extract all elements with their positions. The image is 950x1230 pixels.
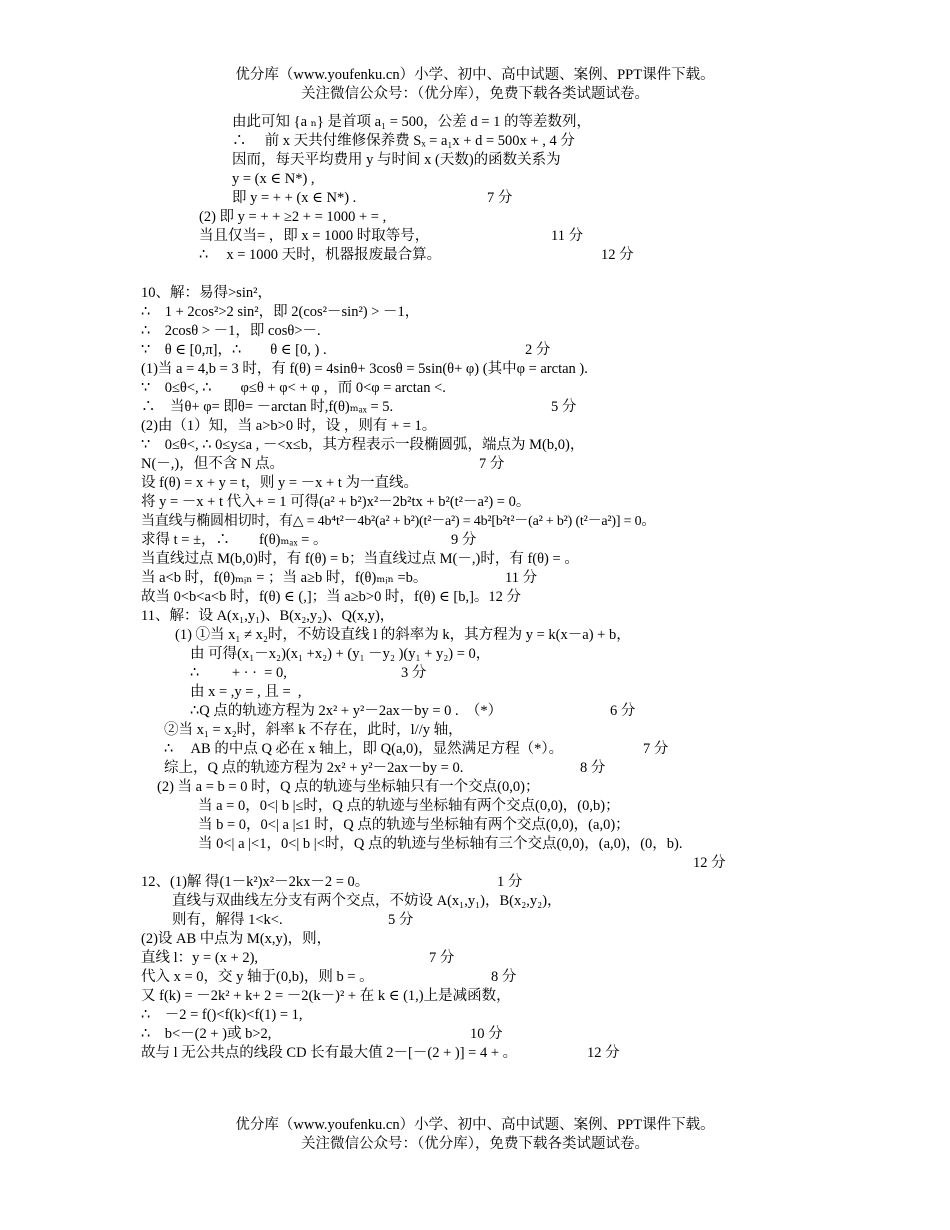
text-line: y = (x ∈ N*) , [232, 171, 315, 187]
text-line: 当 a<b 时，f(θ)ₘᵢₙ = ；当 a≥b 时，f(θ)ₘᵢₙ =b。 [141, 570, 428, 586]
score-label: 7 分 [487, 190, 513, 206]
text-line: ∵ θ ∈ [0,π]，∴ θ ∈ [0, ) . [141, 342, 327, 358]
text-line: 当 b = 0，0<| a |≤1 时，Q 点的轨迹与坐标轴有两个交点(0,0)，(a,0)； [198, 817, 630, 833]
text-line: 因而，每天平均费用 y 与时间 x (天数)的函数关系为 [232, 152, 561, 168]
score-label: 7 分 [429, 950, 455, 966]
text-line: ∴ 1 + 2cos²>2 sin²，即 2(cos²－sin²) > －1， [141, 304, 420, 320]
text-line: ∴ 前 x 天共付维修保养费 Sₓ = a₁x + d = 500x + , 4 分 [232, 133, 575, 149]
text-line: 故与 l 无公共点的线段 CD 长有最大值 2－[－(2 + )] = 4 + 。 [141, 1045, 518, 1061]
text-line: 故当 0<b<a<b 时，f(θ) ∈ (,]；当 a≥b>0 时，f(θ) ∈ [b,]。12 分 [141, 589, 522, 605]
text-line: (2) 即 y = + + ≥2 + = 1000 + = , [199, 209, 387, 225]
footer-line-1: 优分库（www.youfenku.cn）小学、初中、高中试题、案例、PPT课件下载。 [235, 1117, 715, 1133]
text-line: N(－,)，但不含 N 点。 [141, 456, 284, 472]
score-label: 8 分 [580, 760, 606, 776]
text-line: 当且仅当= ，即 x = 1000 时取等号， [199, 228, 430, 244]
text-line: 则有，解得 1<k<. [172, 912, 283, 928]
text-line: ∴ －2 = f()<f(k)<f(1) = 1, [141, 1007, 303, 1023]
score-label: 12 分 [587, 1045, 620, 1061]
text-line: ∴ 2cosθ > －1，即 cosθ>－. [141, 323, 321, 339]
text-line: ∴ + · · = 0, [190, 665, 287, 681]
text-line: 直线 l：y = (x + 2), [141, 950, 259, 966]
problem-10-heading: 10、解：易得>sin²， [141, 285, 272, 301]
text-line: 设 f(θ) = x + y = t，则 y = －x + t 为一直线。 [141, 475, 419, 491]
score-label: 5 分 [388, 912, 414, 928]
page-footer [0, 1116, 950, 1154]
text-line: 综上，Q 点的轨迹方程为 2x² + y²－2ax－by = 0. [164, 760, 464, 776]
score-label: 1 分 [497, 874, 523, 890]
score-label: 7 分 [643, 741, 669, 757]
text-line: 代入 x = 0，交 y 轴于(0,b)，则 b = 。 [141, 969, 374, 985]
text-line: ∴ x = 1000 天时，机器报废最合算。 [199, 247, 442, 263]
text-line: (1) ①当 x₁ ≠ x₂时，不妨设直线 l 的斜率为 k，其方程为 y = k(x－a) + b， [175, 627, 631, 643]
score-label: 8 分 [491, 969, 517, 985]
page-header [0, 66, 950, 104]
text-line: 当 0<| a |<1，0<| b |<时，Q 点的轨迹与坐标轴有三个交点(0,0)，(a,0)，(0，b). [198, 836, 683, 852]
text-line: 又 f(k) = －2k² + k+ 2 = －2(k－)² + 在 k ∈ (1,)上是减函数， [141, 988, 511, 1004]
score-label: 11 分 [505, 570, 538, 586]
text-line: 将 y = －x + t 代入+ = 1 可得(a² + b²)x²－2b²tx + b²(t²－a²) = 0。 [141, 494, 531, 510]
text-line: ②当 x₁ = x₂时，斜率 k 不存在，此时，l//y 轴， [164, 722, 463, 738]
text-line: 由 可得(x₁－x₂)(x₁ +x₂) + (y₁ －y₂ )(y₁ + y₂) = 0， [190, 646, 491, 662]
footer-line-2: 关注微信公众号：（优分库），免费下载各类试题试卷。 [301, 1136, 649, 1152]
text-line: ∵ 0≤θ<, ∴ φ≤θ + φ< + φ ，而 0<φ = arctan <. [141, 380, 446, 396]
score-label: 2 分 [525, 342, 551, 358]
score-label: 5 分 [551, 399, 577, 415]
text-line: (2)设 AB 中点为 M(x,y)，则， [141, 931, 332, 947]
text-line: ∴ 当θ+ φ= 即θ= －arctan 时,f(θ)ₘₐₓ = 5. [141, 399, 394, 415]
text-line: 当直线过点 M(b,0)时，有 f(θ) = b；当直线过点 M(－,)时，有 f(θ) = 。 [141, 551, 579, 567]
text-line: 当 a = 0，0<| b |≤时，Q 点的轨迹与坐标轴有两个交点(0,0)，(0,b)； [198, 798, 620, 814]
text-line: 即 y = + + (x ∈ N*) . [232, 190, 357, 206]
text-line: 由此可知 {a ₙ} 是首项 a₁ = 500，公差 d = 1 的等差数列， [232, 114, 591, 130]
problem-11-heading: 11、解：设 A(x₁,y₁)、B(x₂,y₂)、Q(x,y)， [141, 608, 395, 624]
score-label: 9 分 [451, 532, 477, 548]
problem-12-heading: 12、(1)解 得(1－k²)x²－2kx－2 = 0。 [141, 874, 370, 890]
score-label: 11 分 [551, 228, 584, 244]
text-line: ∵ 0≤θ<, ∴ 0≤y≤a , －<x≤b，其方程表示一段椭圆弧，端点为 M(b,0)， [141, 437, 585, 453]
header-line-2: 关注微信公众号：（优分库），免费下载各类试题试卷。 [301, 86, 649, 102]
text-line: 求得 t = ±，∴ f(θ)ₘₐₓ = 。 [141, 532, 328, 548]
text-line: ∴ AB 的中点 Q 必在 x 轴上，即 Q(a,0)，显然满足方程（*）。 [164, 741, 564, 757]
text-line: (2)由（1）知，当 a>b>0 时，设 ，则有 + = 1。 [141, 418, 437, 434]
text-line: 由 x = ,y = , 且 = , [190, 684, 302, 700]
header-line-1: 优分库（www.youfenku.cn）小学、初中、高中试题、案例、PPT课件下载。 [235, 67, 715, 83]
text-line: 当直线与椭圆相切时，有△ = 4b⁴t²－4b²(a² + b²)(t²－a²) = 4b²[b²t²－(a² + b²) (t²－a²)] = 0。 [141, 514, 656, 529]
text-line: ∴ b<－(2 + )或 b>2, [141, 1026, 272, 1042]
score-label: 3 分 [401, 665, 427, 681]
text-line: ∴Q 点的轨迹方程为 2x² + y²－2ax－by = 0 . （*） [190, 703, 503, 719]
text-line: (2) 当 a = b = 0 时，Q 点的轨迹与坐标轴只有一个交点(0,0)； [157, 779, 540, 795]
score-label: 6 分 [610, 703, 636, 719]
score-label: 12 分 [601, 247, 634, 263]
text-line: 直线与双曲线左分支有两个交点，不妨设 A(x₁,y₁)，B(x₂,y₂)， [172, 893, 562, 909]
text-line: (1)当 a = 4,b = 3 时，有 f(θ) = 4sinθ+ 3cosθ = 5sin(θ+ φ) (其中φ = arctan ). [141, 361, 588, 377]
score-label: 10 分 [470, 1026, 503, 1042]
score-label: 7 分 [479, 456, 505, 472]
score-label: 12 分 [693, 855, 726, 871]
